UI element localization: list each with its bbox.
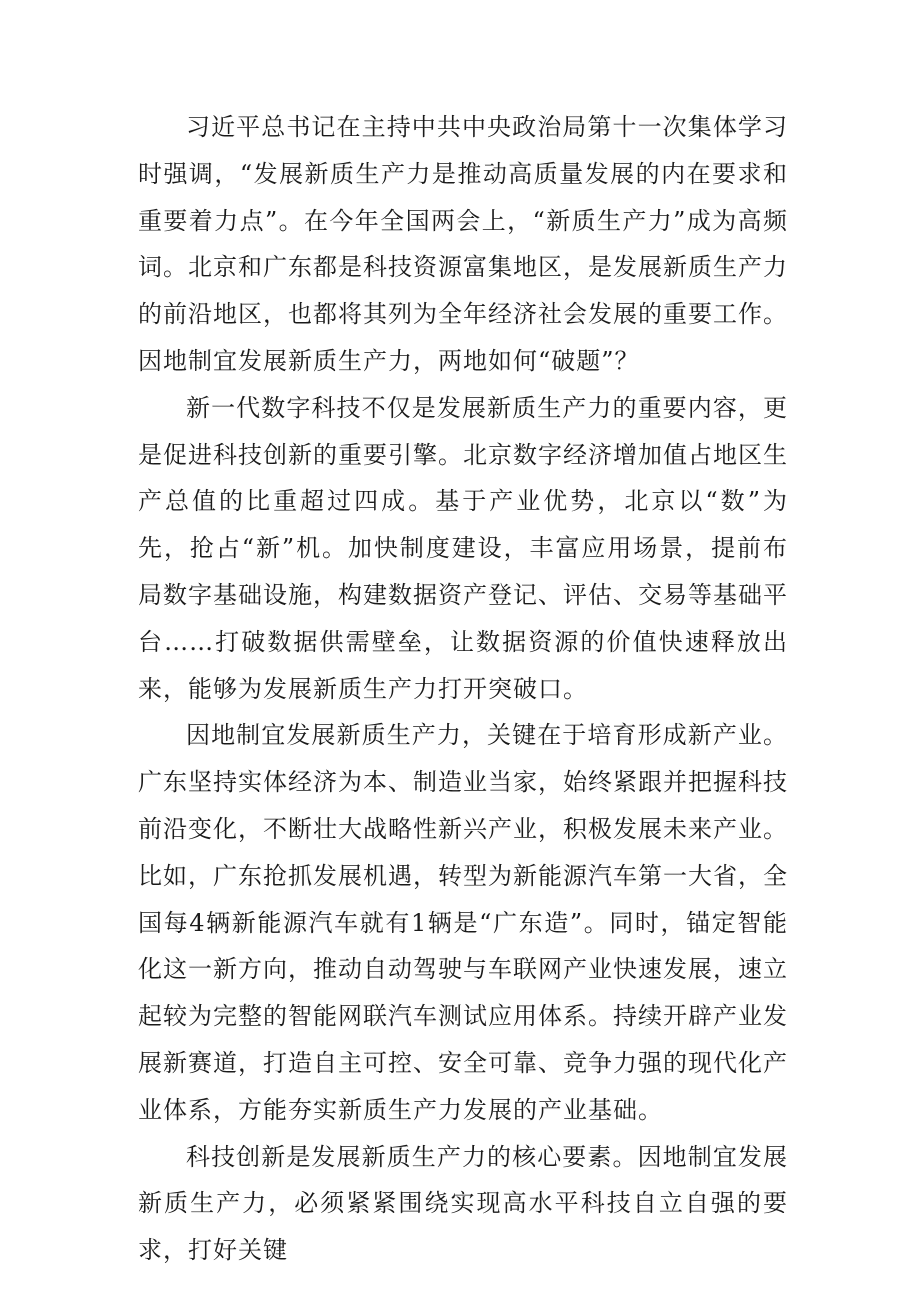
article-body	[138, 104, 788, 1274]
paragraph-2: 新一代数字科技不仅是发展新质生产力的重要内容，更是促进科技创新的重要引擎。北京数字经济增加值占地区生产总值的比重超过四成。基于产业优势，北京以“数”为先，抢占“新”机。加快制度建设，丰富应用场景，提前布局数字基础设施，构建数据资产登记、评估、交易等基础平台……打破数据供需壁垒，让数据资源的价值快速释放出来，能够为发展新质生产力打开突破口。	[138, 393, 788, 703]
paragraph-1: 习近平总书记在主持中共中央政治局第十一次集体学习时强调，“发展新质生产力是推动高质量发展的内在要求和重要着力点”。在今年全国两会上，“新质生产力”成为高频词。北京和广东都是科技资源富集地区，是发展新质生产力的前沿地区，也都将其列为全年经济社会发展的重要工作。因地制宜发展新质生产力，两地如何“破题”？	[138, 113, 788, 375]
paragraph-3: 因地制宜发展新质生产力，关键在于培育形成新产业。广东坚持实体经济为本、制造业当家，始终紧跟并把握科技前沿变化，不断壮大战略性新兴产业，积极发展未来产业。比如，广东抢抓发展机遇，转型为新能源汽车第一大省，全国每4辆新能源汽车就有1辆是“广东造”。同时，锚定智能化这一新方向，推动自动驾驶与车联网产业快速发展，速立起较为完整的智能网联汽车测试应用体系。持续开辟产业发展新赛道，打造自主可控、安全可靠、竞争力强的现代化产业体系，方能夯实新质生产力发展的产业基础。	[138, 721, 788, 1124]
paragraph-4: 科技创新是发展新质生产力的核心要素。因地制宜发展新质生产力，必须紧紧围绕实现高水平科技自立自强的要求，打好关键	[138, 1142, 788, 1265]
